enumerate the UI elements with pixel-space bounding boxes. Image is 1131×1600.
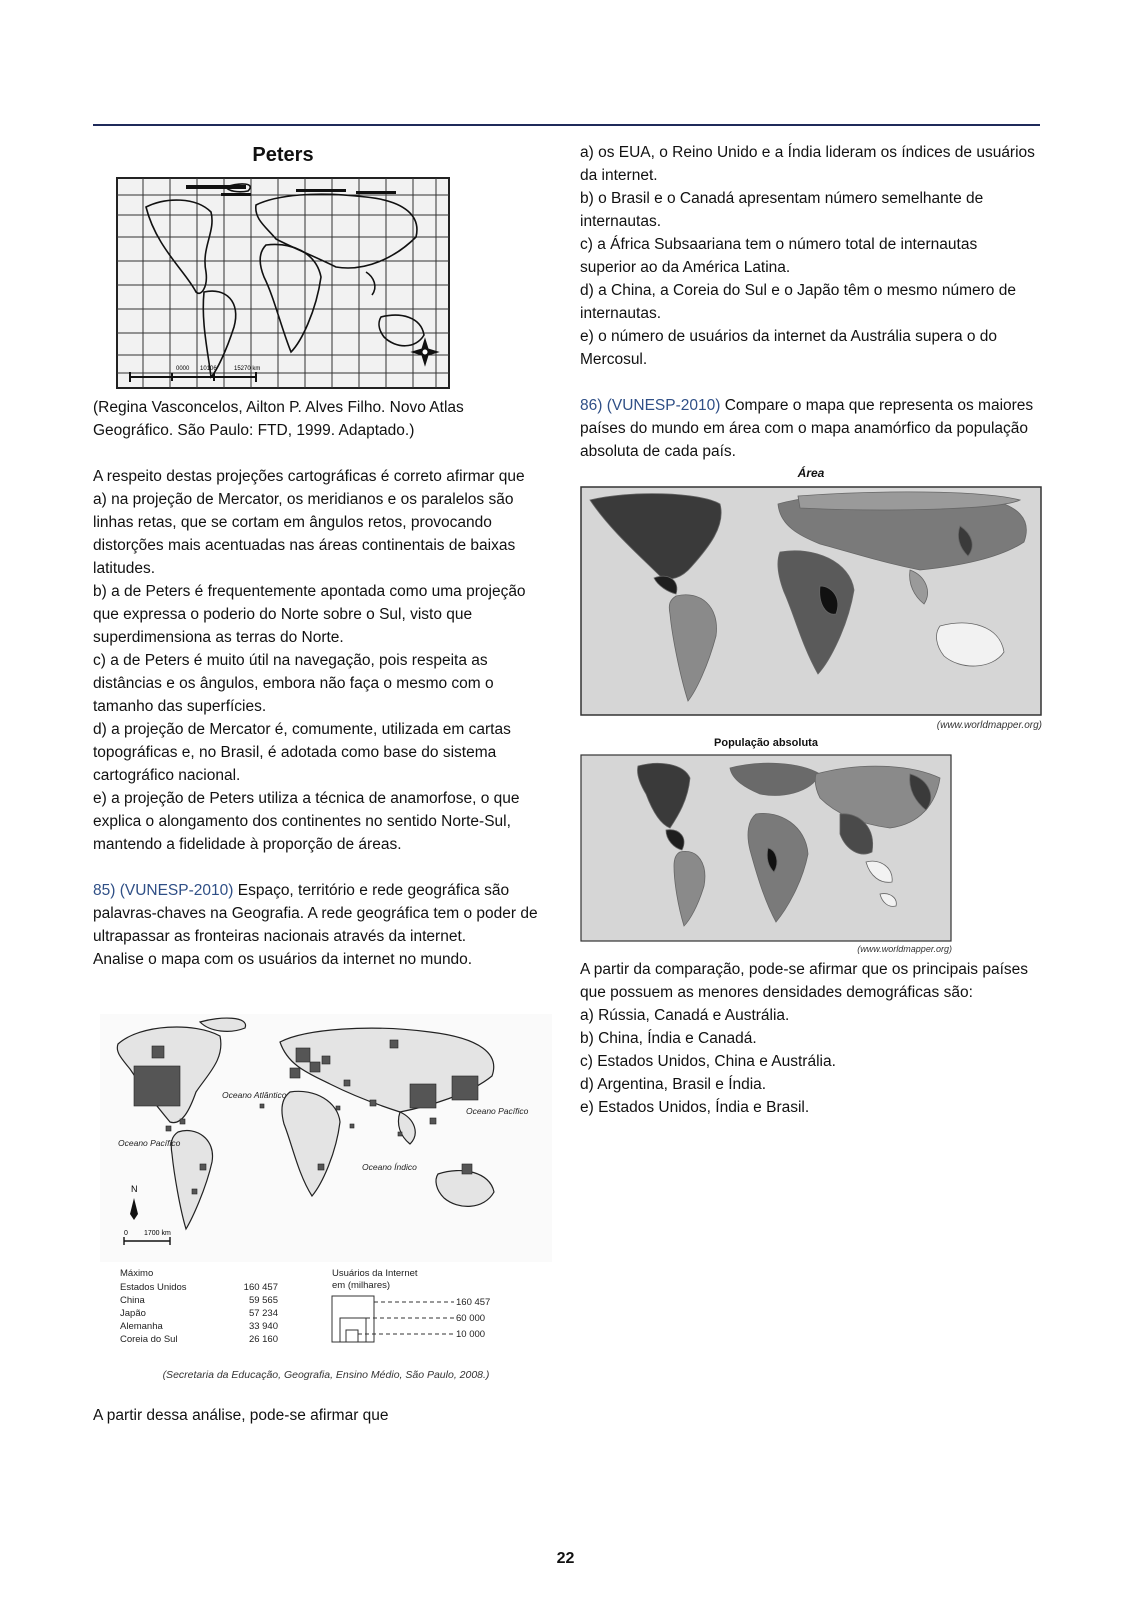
max-country-1: Estados Unidos <box>120 1282 187 1293</box>
peters-source: (Regina Vasconcelos, Ailton P. Alves Filho. Novo Atlas Geográfico. São Paulo: FTD, 1999. Adaptado.) <box>93 399 464 439</box>
q85-statement <box>93 879 545 948</box>
legend-unit: em (milhares) <box>332 1280 391 1291</box>
svg-text:N: N <box>131 1184 138 1194</box>
q85-option-e: e) o número de usuários da internet da Austrália supera o do Mercosul. <box>580 328 998 368</box>
q85-option-b: b) o Brasil e o Canadá apresentam número semelhante de internautas. <box>580 190 984 230</box>
internet-map-credit: (Secretaria da Educação, Geografia, Ensino Médio, São Paulo, 2008.) <box>162 1369 490 1381</box>
q84-option-b: b) a de Peters é frequentemente apontada como uma projeção que expressa o poderio do Norte sobre o Sul, visto que superdimensiona as terras do Norte. <box>93 583 526 646</box>
q85-option-d: d) a China, a Coreia do Sul e o Japão têm o mesmo número de internautas. <box>580 282 1016 322</box>
q84-option-c: c) a de Peters é muito útil na navegação, pois respeita as distâncias e os ângulos, embora não faça o mesmo com o tamanho das superfícies. <box>93 652 494 715</box>
q86-stem: A partir da comparação, pode-se afirmar que os principais países que possuem as menores densidades demográficas são: <box>580 961 1029 1001</box>
max-title: Máximo <box>120 1268 154 1279</box>
q86-text: Compare o mapa que representa os maiores países do mundo em área com o mapa anamórfico da população absoluta de cada país. <box>580 397 1034 460</box>
max-country-3: Japão <box>120 1308 146 1319</box>
q85-text: Espaço, território e rede geográfica são palavras-chaves na Geografia. A rede geográfica tem o poder de ultrapassar as fronteiras nacionais através da internet. <box>93 882 538 945</box>
peters-scale-2: 15270 km <box>234 366 261 372</box>
q86-statement <box>580 394 1036 463</box>
peters-scale-1: 10106 <box>200 366 217 372</box>
q85-option-a: a) os EUA, o Reino Unido e a Índia lideram os índices de usuários da internet. <box>580 144 1035 184</box>
q86-option-d: d) Argentina, Brasil e Índia. <box>580 1076 767 1093</box>
q84-option-d: d) a projeção de Mercator é, comumente, utilizada em cartas topográficas e, no Brasil, é adotada como base do sistema cartográfico nacional. <box>93 721 511 784</box>
max-value-4: 33 940 <box>248 1321 278 1332</box>
q85-closing: A partir dessa análise, pode-se afirmar que <box>93 1407 389 1424</box>
q84-option-a: a) na projeção de Mercator, os meridianos e os paralelos são linhas retas, que se cortam em ângulos retos, provocando distorções mais acentuadas nas áreas continentais de baixas latitudes. <box>93 491 516 577</box>
area-map <box>580 486 1042 716</box>
legend-value-3: 10 000 <box>456 1329 486 1340</box>
scale-zero: 0 <box>124 1230 128 1237</box>
population-map-credit: (www.worldmapper.org) <box>857 944 952 954</box>
legend-title: Usuários da Internet <box>332 1268 418 1279</box>
ocean-label-atlantic: Oceano Atlântico <box>222 1090 287 1100</box>
page-number: 22 <box>556 1550 575 1567</box>
q86-option-a: a) Rússia, Canadá e Austrália. <box>580 1007 790 1024</box>
q85-option-c: c) a África Subsaariana tem o número total de internautas superior ao da América Latina. <box>580 236 978 276</box>
max-country-4: Alemanha <box>120 1321 163 1332</box>
header-rule <box>93 124 1040 126</box>
ocean-label-pacific-east: Oceano Pacífico <box>466 1106 529 1116</box>
max-value-1: 160 457 <box>243 1282 278 1293</box>
max-value-5: 26 160 <box>248 1334 278 1345</box>
legend-value-1: 160 457 <box>456 1297 491 1308</box>
q86-option-e: e) Estados Unidos, Índia e Brasil. <box>580 1099 810 1116</box>
legend-value-2: 60 000 <box>456 1313 486 1324</box>
peters-title: Peters <box>252 144 314 166</box>
internet-users-map <box>100 1014 552 1384</box>
ocean-label-indian: Oceano Índico <box>362 1162 417 1172</box>
q84-stem: A respeito destas projeções cartográficas é correto afirmar que <box>93 468 525 485</box>
q85-prompt: Analise o mapa com os usuários da internet no mundo. <box>93 951 473 968</box>
max-country-2: China <box>120 1295 145 1306</box>
max-value-2: 59 565 <box>248 1295 278 1306</box>
q85-number: 85) (VUNESP-2010) <box>93 882 234 899</box>
max-value-3: 57 234 <box>248 1308 278 1319</box>
population-map-title: População absoluta <box>714 737 818 749</box>
q84-option-e: e) a projeção de Peters utiliza a técnica de anamorfose, o que explica o alongamento dos continentes no sentido Norte-Sul, mantendo a fidelidade à proporção de áreas. <box>93 790 520 853</box>
peters-map <box>116 177 450 389</box>
peters-scale-0: 0000 <box>176 366 190 372</box>
population-map <box>580 754 952 942</box>
q86-option-b: b) China, Índia e Canadá. <box>580 1030 757 1047</box>
ocean-label-pacific-west: Oceano Pacífico <box>118 1138 181 1148</box>
scale-distance: 1700 km <box>144 1230 171 1237</box>
q86-number: 86) (VUNESP-2010) <box>580 397 721 414</box>
q86-option-c: c) Estados Unidos, China e Austrália. <box>580 1053 836 1070</box>
area-map-credit: (www.worldmapper.org) <box>936 720 1042 731</box>
max-country-5: Coreia do Sul <box>120 1334 178 1345</box>
area-map-title: Área <box>797 466 825 480</box>
